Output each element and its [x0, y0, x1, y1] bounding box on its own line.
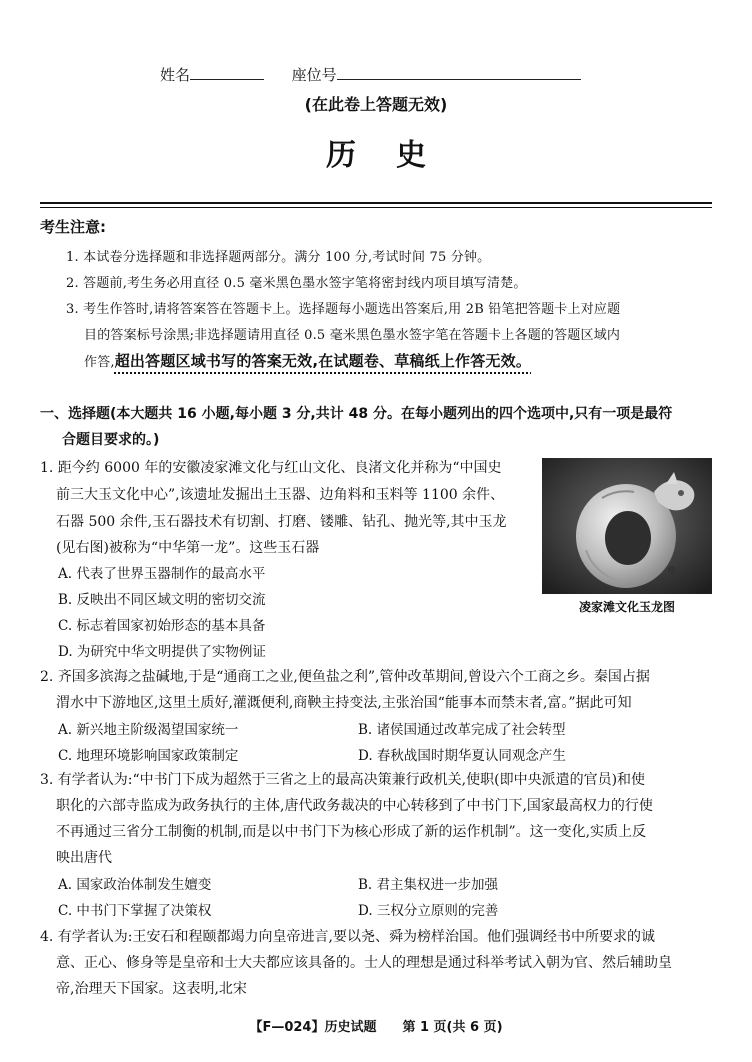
- jade-dragon-icon: [542, 458, 712, 594]
- note-item: 1. 本试卷分选择题和非选择题两部分。满分 100 分,考试时间 75 分钟。: [66, 250, 491, 265]
- question-line: 映出唐代: [56, 850, 112, 866]
- question-line: 渭水中下游地区,这里土质好,灌溉便利,商鞅主持变法,主张治国“能事本而禁末者,富。”据此可知: [56, 695, 632, 711]
- notes-title: 考生注意:: [40, 218, 106, 236]
- candidate-info-row: [160, 64, 581, 85]
- subject-title: 历史: [326, 138, 466, 173]
- option-b[interactable]: B. 诸侯国通过改革完成了社会转型: [358, 722, 566, 738]
- note-item: 3. 考生作答时,请将答案答在答题卡上。选择题每小题选出答案后,用 2B 铅笔把答题卡上对应题: [66, 302, 621, 317]
- invalid-notice: (在此卷上答题无效): [304, 95, 448, 114]
- option-b[interactable]: B. 反映出不同区域文明的密切交流: [58, 592, 266, 608]
- option-a[interactable]: A. 国家政治体制发生嬗变: [58, 877, 212, 893]
- emphasis-warning: 超出答题区域书写的答案无效,在试题卷、草稿纸上作答无效。: [114, 352, 532, 370]
- question-line: (见右图)被称为“中华第一龙”。这些玉石器: [56, 540, 320, 556]
- option-d[interactable]: D. 为研究中华文明提供了实物例证: [58, 644, 266, 660]
- figure-caption: 凌家滩文化玉龙图: [578, 600, 675, 614]
- option-c[interactable]: C. 标志着国家初始形态的基本具备: [58, 618, 266, 634]
- note-item: 2. 答题前,考生务必用直径 0.5 毫米黑色墨水签字笔将密封线内项目填写清楚。: [66, 276, 527, 291]
- section-heading: 一、选择题(本大题共 16 小题,每小题 3 分,共计 48 分。在每小题列出的四个选项中,只有一项是最符: [40, 406, 673, 422]
- question-line: 1. 距今约 6000 年的安徽凌家滩文化与红山文化、良渚文化并称为“中国史: [40, 460, 502, 476]
- name-blank: [190, 65, 264, 80]
- question-line: 4. 有学者认为:王安石和程颐都竭力向皇帝进言,要以尧、舜为榜样治国。他们强调经书中所要求的诚: [40, 929, 655, 945]
- question-line: 不再通过三省分工制衡的机制,而是以中书门下为核心形成了新的运作机制”。这一变化,实质上反: [56, 824, 647, 840]
- note-item: 作答,: [84, 355, 115, 370]
- question-line: 职化的六部寺监成为政务执行的主体,唐代政务裁决的中心转移到了中书门下,国家最高权力的行使: [56, 798, 653, 814]
- option-c[interactable]: C. 中书门下掌握了决策权: [58, 903, 212, 919]
- name-label: 姓名: [160, 66, 191, 84]
- note-item: 目的答案标号涂黑;非选择题请用直径 0.5 毫米黑色墨水签字笔在答题卡上各题的答题区域内: [84, 328, 621, 343]
- page-footer: 【F—024】历史试题 第 1 页(共 6 页): [249, 1020, 503, 1035]
- note-emphasis-line: [84, 350, 531, 371]
- question-line: 石器 500 余件,玉石器技术有切割、打磨、镂雕、钻孔、抛光等,其中玉龙: [56, 514, 507, 530]
- option-c[interactable]: C. 地理环境影响国家政策制定: [58, 748, 239, 764]
- option-d[interactable]: D. 春秋战国时期华夏认同观念产生: [358, 748, 566, 764]
- header-rule-thin: [40, 207, 712, 208]
- option-a[interactable]: A. 代表了世界玉器制作的最高水平: [58, 566, 266, 582]
- option-b[interactable]: B. 君主集权进一步加强: [358, 877, 499, 893]
- option-d[interactable]: D. 三权分立原则的完善: [358, 903, 499, 919]
- question-line: 意、正心、修身等是皇帝和士大夫都应该具备的。士人的理想是通过科举考试入朝为官、然后辅助皇: [56, 955, 672, 971]
- jade-dragon-image: [542, 458, 712, 594]
- option-a[interactable]: A. 新兴地主阶级渴望国家统一: [58, 722, 239, 738]
- question-line: 2. 齐国多滨海之盐碱地,于是“通商工之业,便鱼盐之利”,管仲改革期间,曾设六个工商之乡。秦国占据: [40, 669, 650, 685]
- question-line: 帝,治理天下国家。这表明,北宋: [56, 981, 247, 997]
- seat-blank: [337, 65, 581, 80]
- seat-label: 座位号: [291, 66, 337, 84]
- question-line: 前三大玉文化中心”,该遗址发掘出土玉器、边角料和玉料等 1100 余件、: [56, 487, 505, 503]
- question-line: 3. 有学者认为:“中书门下成为超然于三省之上的最高决策兼行政机关,使职(即中央派遣的官员)和使: [40, 772, 646, 788]
- header-rule-thick: [40, 202, 712, 204]
- section-heading-cont: 合题目要求的。): [62, 432, 160, 448]
